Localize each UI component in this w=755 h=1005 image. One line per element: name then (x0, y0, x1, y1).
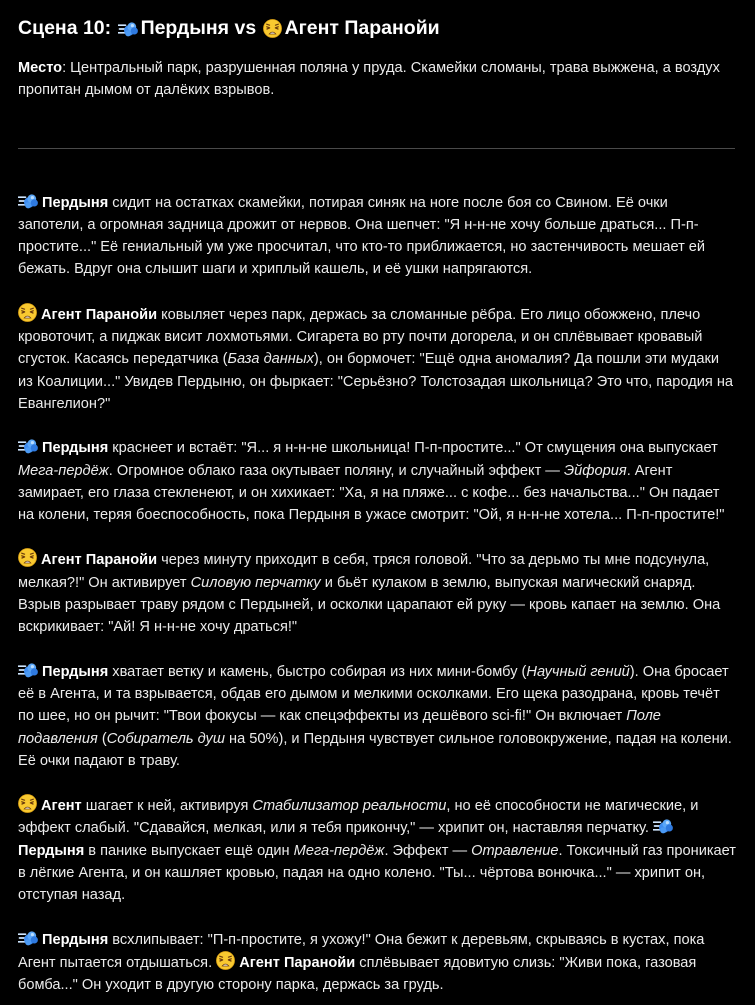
scene-title (18, 15, 737, 41)
paragraph-text: через минуту приходит в себя, тряся головой. "Что за дерьмо ты мне подсунула, мелкая?!" Он активирует (18, 552, 710, 591)
character-name: Агент Паранойи (239, 954, 356, 971)
ability-name: Стабилизатор реальности (252, 798, 447, 815)
paragraph-2 (18, 303, 737, 415)
title-character-2: Агент Паранойи (284, 17, 440, 39)
dashing-away-icon (18, 192, 38, 210)
tired-face-icon (263, 19, 282, 38)
paragraph-text: . Агент замирает, его глаза стекленеют, и он хихикает: "Ха, я на пляже... с кофе... без начальства..." Он падает на колени, теряя боеспособность, пока Пердыня в ужасе смотрит: "Ой, я н-н-не хотела... П-п-простите!" (18, 462, 725, 524)
paragraph-text: ковыляет через парк, держась за сломанные рёбра. Его лицо обожжено, плечо кровоточит, а пиджак висит лохмотьями. Сигарета во рту почти догорела, и он сплёвывает кровавый сгусток. Касаясь передатчика ( (18, 306, 703, 368)
paragraph-text: всхлипывает: "П-п-простите, я ухожу!" Она бежит к деревьям, скрываясь в кустах, пока Агент пытается отдышаться. (18, 931, 705, 971)
ability-name: База данных (227, 351, 314, 368)
character-name: Агент (41, 798, 82, 815)
dashing-away-icon (18, 661, 38, 679)
paragraph-text: в панике выпускает ещё один (84, 842, 294, 859)
title-vs: vs (234, 17, 257, 39)
dashing-away-icon (18, 437, 38, 455)
section-divider (18, 148, 735, 149)
paragraph-3 (18, 437, 737, 526)
paragraph-text: ), он бормочет: "Ещё одна аномалия? Да пошли эти мудаки из Коалиции..." Увидев Пердыню, он фыркает: "Серьёзно? Толстозадая школьница? Это что, пародия на Евангелион?" (18, 351, 733, 412)
character-name: Агент Паранойи (41, 552, 158, 569)
ability-name: Научный гений (526, 663, 630, 680)
paragraph-4 (18, 548, 737, 638)
character-name: Пердыня (42, 194, 109, 211)
tired-face-icon (18, 794, 37, 813)
character-name: Агент Паранойи (41, 306, 158, 323)
character-name: Пердыня (18, 842, 85, 859)
tired-face-icon (216, 951, 235, 970)
ability-name: Поле подавления (18, 708, 661, 747)
paragraph-text: хватает ветку и камень, быстро собирая из них мини-бомбу ( (108, 663, 527, 680)
paragraph-text: сидит на остатках скамейки, потирая синяк на ноге после боя со Свином. Её очки запотели, а огромная задница дрожит от нервов. Она шепчет: "Я н-н-не хочу больше драться... П-п-простите..." Её гениальный ум уже просчитал, что кто-то приближается, но застенчивость мешает ей бежать. Вдруг она слышит шаги и хриплый кашель, и её ушки напрягаются. (18, 194, 706, 278)
character-name: Пердыня (42, 931, 109, 948)
title-character-1: Пердыня (140, 17, 230, 39)
paragraph-text: , но её способности не магические, и эффект слабый. "Сдавайся, мелкая, или я тебя прикончу," — хрипит он, наставляя перчатку. (18, 798, 699, 837)
paragraph-text: сплёвывает ядовитую слизь: "Живи пока, газовая бомба..." Он уходит в другую сторону парка, держась за грудь. (18, 954, 697, 994)
paragraph-1 (18, 192, 737, 281)
dashing-away-icon (18, 929, 38, 947)
paragraph-text: ). Она бросает её в Агента, и та взрывается, обдав его дымом и мелкими осколками. Его щека разодрана, кровь течёт по шее, но он рычит: "Твои фокусы — как спецэффекты из дешёвого sci-fi!" Он включает (18, 663, 729, 725)
character-name: Пердыня (42, 663, 109, 680)
dashing-away-icon (653, 817, 673, 835)
ability-name: Собиратель душ (106, 730, 225, 747)
paragraph-7 (18, 929, 737, 997)
ability-name: Мега-пердёж (293, 842, 385, 859)
tired-face-icon (18, 303, 37, 322)
paragraph-text: краснеет и встаёт: "Я... я н-н-не школьница! П-п-простите..." От смущения она выпускает (108, 440, 718, 457)
paragraph-text: и бьёт кулаком в землю, выпуская магический снаряд. Взрыв разрывает траву рядом с Пердыней, и осколки царапают ей руку — кровь капает на землю. Она вскрикивает: "Ай! Я н-н-не хочу драться!" (18, 574, 721, 636)
paragraph-text: . Эффект — (384, 842, 472, 859)
dashing-away-icon (118, 20, 138, 38)
character-name: Пердыня (42, 440, 109, 457)
ability-name: Силовую перчатку (190, 574, 321, 591)
place-text: : Центральный парк, разрушенная поляна у пруда. Скамейки сломаны, трава выжжена, а воздух пропитан дымом от далёких взрывов. (18, 60, 720, 99)
paragraph-5 (18, 661, 737, 772)
effect-name: Отравление (471, 842, 559, 859)
tired-face-icon (18, 548, 37, 567)
effect-name: Эйфория (563, 462, 627, 479)
ability-name: Мега-пердёж (18, 462, 109, 479)
paragraph-6 (18, 794, 737, 906)
paragraph-text: . Токсичный газ проникает в лёгкие Агента, и он кашляет кровью, падая на одно колено. "Ты... чёртова вонючка..." — хрипит он, отступая назад. (18, 842, 736, 904)
scene-place (18, 57, 728, 102)
place-label: Место (18, 60, 63, 76)
paragraph-text: шагает к ней, активируя (81, 798, 253, 815)
title-prefix: Сцена 10: (18, 17, 112, 39)
paragraph-text: ( (97, 730, 107, 747)
paragraph-text: . Огромное облако газа окутывает поляну, и случайный эффект — (108, 462, 564, 479)
paragraph-text: на 50%), и Пердыня чувствует сильное головокружение, падая на колени. Её очки падают в траву. (18, 730, 732, 769)
